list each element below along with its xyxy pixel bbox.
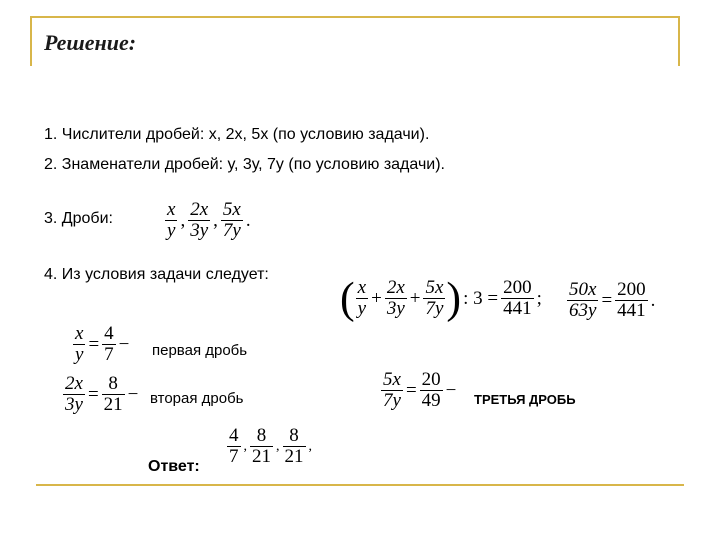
second-fraction-label: вторая дробь	[150, 390, 244, 407]
first-fraction-label: первая дробь	[152, 342, 248, 359]
first-fraction-eq: $\frac{x}{y}$ = $\frac{4}{7}$ −	[75, 323, 130, 365]
page-title: Решение:	[44, 30, 137, 55]
fraction-2: $\frac{2x}{3y}$	[190, 199, 209, 241]
condition-equation: ( $\frac{x}{y}$ + $\frac{2x}{3y}$ + $\frac{5x}{7y}$ ) : 3 = $\frac{200}{441}$ ;	[340, 273, 542, 323]
third-fraction-eq: $\frac{5x}{7y}$ = $\frac{20}{49}$ −	[383, 369, 457, 411]
title-frame-top	[30, 16, 680, 18]
step-1: 1. Числители дробей: х, 2х, 5х (по условию задачи).	[44, 126, 430, 143]
title-frame-right	[678, 16, 680, 66]
step-4: 4. Из условия задачи следует:	[44, 266, 269, 283]
step-3: 3. Дроби:	[44, 210, 113, 227]
condition-result: $\frac{50x}{63y}$ = $\frac{200}{441}$ .	[569, 279, 656, 321]
title-frame-left	[30, 16, 32, 66]
answer-fractions: $\frac{4}{7}$ , $\frac{8}{21}$ , $\frac{8}{21}$ ,	[229, 425, 312, 467]
bottom-divider	[36, 484, 684, 486]
fraction-3: $\frac{5x}{7y}$	[222, 199, 241, 241]
third-fraction-label: ТРЕТЬЯ ДРОБЬ	[474, 392, 576, 407]
answer-label: Ответ:	[148, 458, 200, 475]
step3-fractions: $\frac{x}{y}$ , $\frac{2x}{3y}$ , $\frac{5x}{7y}$ .	[167, 199, 251, 241]
second-fraction-eq: $\frac{2x}{3y}$ = $\frac{8}{21}$ −	[65, 373, 139, 415]
step-2: 2. Знаменатели дробей: у, 3у, 7у (по условию задачи).	[44, 156, 445, 173]
fraction-1: $\frac{x}{y}$	[167, 199, 176, 241]
